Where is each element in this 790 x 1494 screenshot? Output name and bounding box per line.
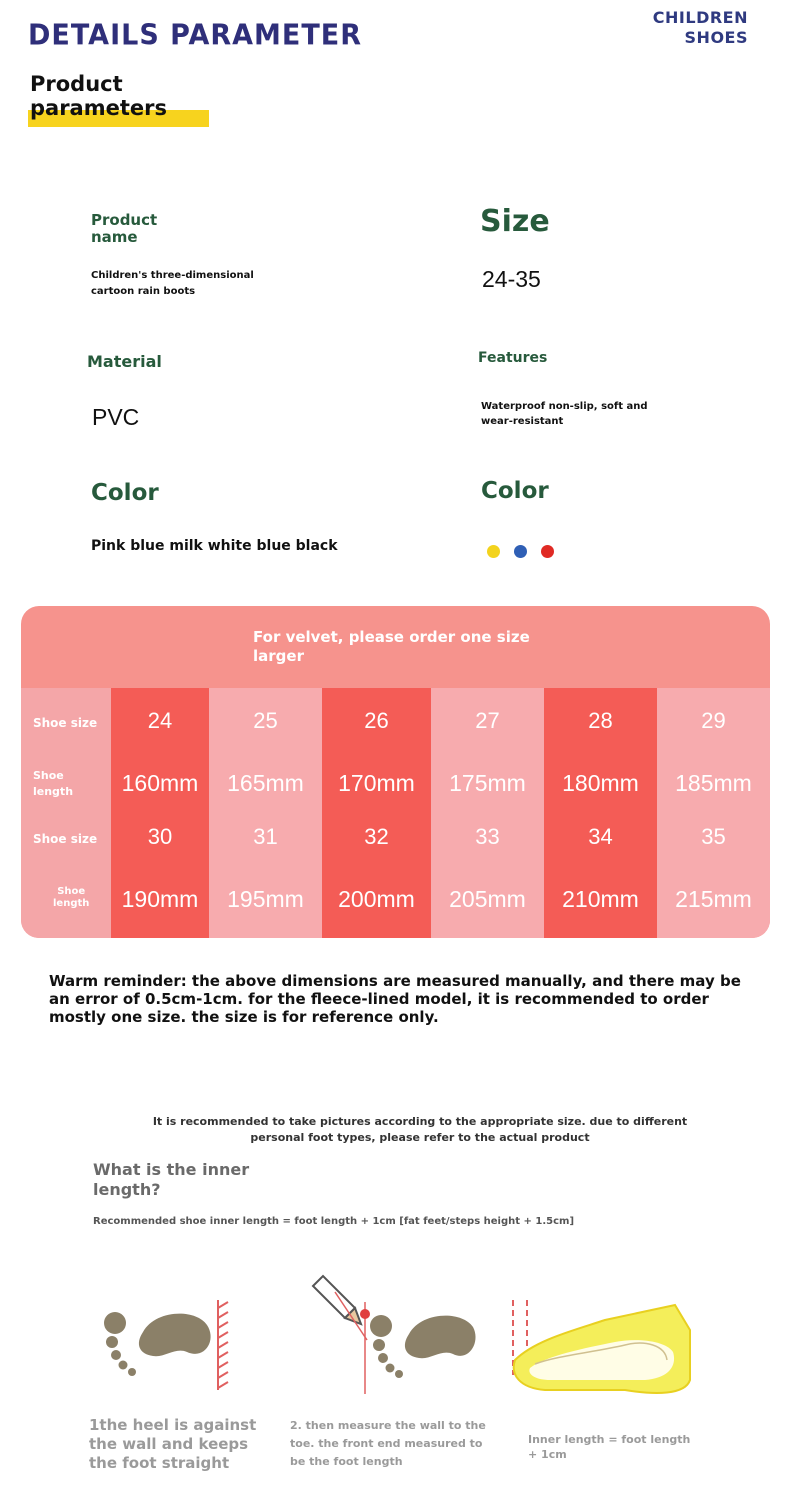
velvet-size-note-line-1: For velvet, please order one size [253, 628, 530, 646]
shoe-size-cell: 26 [364, 708, 389, 733]
velvet-size-note [253, 628, 553, 666]
step-2-caption-line-2: toe. the front end measured to [290, 1437, 483, 1450]
row-header-shoe-length-2-line-1: Shoe [57, 886, 86, 897]
section-title [30, 72, 167, 120]
shoe-length-cell: 200mm [338, 886, 415, 912]
color-value: Pink blue milk white blue black [91, 538, 338, 554]
shoe-length-cell: 185mm [675, 770, 752, 796]
measure-foot-illustration [305, 1272, 485, 1402]
inner-length-formula: Recommended shoe inner length = foot length + 1cm [fat feet/steps height + 1.5cm] [93, 1216, 575, 1227]
brand-label [640, 8, 748, 48]
features-value-line-1: Waterproof non-slip, soft and [481, 401, 648, 412]
shoe-size-cell: 29 [701, 708, 726, 733]
size-column [209, 688, 322, 938]
shoe-length-cell: 195mm [227, 886, 304, 912]
pencil-icon [313, 1276, 361, 1324]
step-3-caption-line-2: + 1cm [528, 1448, 567, 1461]
foot-icon [104, 1312, 211, 1376]
size-column [111, 688, 209, 938]
features-label: Features [478, 350, 548, 366]
shoe-length-cell: 175mm [449, 770, 526, 796]
foot-icon [370, 1315, 476, 1378]
row-header-shoe-length-line-1: Shoe [33, 769, 64, 782]
brand-line-1: CHILDREN [652, 8, 748, 27]
color-swatch-red [541, 545, 554, 558]
size-column [544, 688, 657, 938]
row-header-shoe-length-line-2: length [33, 785, 74, 798]
color-swatch-blue [514, 545, 527, 558]
shoe-size-cell: 27 [475, 708, 500, 733]
photo-tip [150, 1114, 690, 1146]
shoe-length-cell: 180mm [562, 770, 639, 796]
size-column [657, 688, 770, 938]
section-title-line-1: Product [30, 72, 123, 96]
step-1-caption-line-1: 1the heel is against [89, 1416, 257, 1434]
foot-against-wall-illustration [95, 1290, 245, 1400]
step-1-caption [89, 1416, 256, 1473]
row-header-shoe-length-2 [53, 886, 89, 910]
size-column [322, 688, 431, 938]
section-title-line-2: parameters [30, 96, 167, 120]
page-header-title: DETAILS PARAMETER [28, 19, 363, 52]
velvet-size-note-line-2: larger [253, 647, 304, 665]
row-header-shoe-size-2: Shoe size [33, 832, 98, 846]
size-column [431, 688, 544, 938]
warm-reminder-line-1: Warm reminder: the above dimensions are measured manually, and there may be [49, 972, 741, 990]
shoe-length-cell: 170mm [338, 770, 415, 796]
product-name-value [91, 268, 254, 300]
color-label-right: Color [481, 478, 549, 504]
row-header-shoe-size: Shoe size [33, 716, 98, 730]
shoe-size-cell: 24 [147, 708, 173, 733]
step-1-caption-line-3: the foot straight [89, 1454, 230, 1472]
color-swatch-yellow [487, 545, 500, 558]
color-label-left: Color [91, 480, 159, 506]
step-3-caption-line-1: Inner length = foot length [528, 1433, 691, 1446]
features-value-line-2: wear-resistant [481, 416, 564, 427]
row-header-shoe-length [33, 768, 73, 800]
inner-length-title-line-1: What is the inner [93, 1160, 250, 1179]
product-name-value-line-2: cartoon rain boots [91, 286, 196, 297]
inner-length-shoe-illustration [505, 1290, 705, 1405]
warm-reminder [49, 972, 749, 1026]
shoe-length-cell: 210mm [562, 886, 639, 912]
step-2-caption-line-1: 2. then measure the wall to the [290, 1419, 486, 1432]
shoe-length-cell: 160mm [121, 770, 199, 796]
wall-icon [218, 1300, 228, 1390]
step-2-caption [290, 1417, 486, 1471]
shoe-length-cell: 205mm [449, 886, 526, 912]
brand-line-2: SHOES [684, 28, 748, 47]
step-1-caption-line-2: the wall and keeps [89, 1435, 249, 1453]
material-label: Material [87, 352, 162, 371]
step-2-caption-line-3: be the foot length [290, 1455, 403, 1468]
size-value: 24-35 [482, 266, 541, 292]
shoe-size-cell: 33 [475, 824, 500, 849]
shoe-length-cell: 165mm [227, 770, 304, 796]
shoe-size-cell: 31 [253, 824, 278, 849]
size-chart-card [21, 606, 770, 938]
warm-reminder-line-2: an error of 0.5cm-1cm. for the fleece-lined model, it is recommended to order [49, 990, 709, 1008]
shoe-length-cell: 215mm [675, 886, 752, 912]
shoe-size-cell: 32 [364, 824, 389, 849]
color-swatches [487, 545, 554, 558]
photo-tip-line-2: personal foot types, please refer to the actual product [250, 1131, 590, 1144]
shoe-size-cell: 34 [588, 824, 613, 849]
photo-tip-line-1: It is recommended to take pictures according to the appropriate size. due to different [152, 1115, 688, 1128]
product-name-label-line-1: Product [91, 211, 158, 229]
inner-length-title-line-2: length? [93, 1180, 161, 1199]
warm-reminder-line-3: mostly one size. the size is for reference only. [49, 1008, 439, 1026]
mark-point-icon [360, 1309, 370, 1319]
features-value [481, 399, 648, 429]
product-name-value-line-1: Children's three-dimensional [91, 270, 254, 281]
material-value: PVC [92, 404, 140, 430]
product-name-label-line-2: name [91, 228, 138, 246]
step-3-caption [528, 1432, 690, 1462]
size-label: Size [480, 204, 550, 239]
row-header-shoe-length-2-line-2: length [53, 898, 90, 909]
shoe-size-cell: 25 [253, 708, 278, 733]
shoe-length-cell: 190mm [121, 886, 199, 912]
size-grid [21, 688, 770, 938]
shoe-size-cell: 35 [701, 824, 726, 849]
shoe-size-cell: 28 [588, 708, 613, 733]
product-name-label [91, 212, 157, 246]
shoe-size-cell: 30 [147, 824, 173, 849]
inner-length-title [93, 1160, 249, 1200]
